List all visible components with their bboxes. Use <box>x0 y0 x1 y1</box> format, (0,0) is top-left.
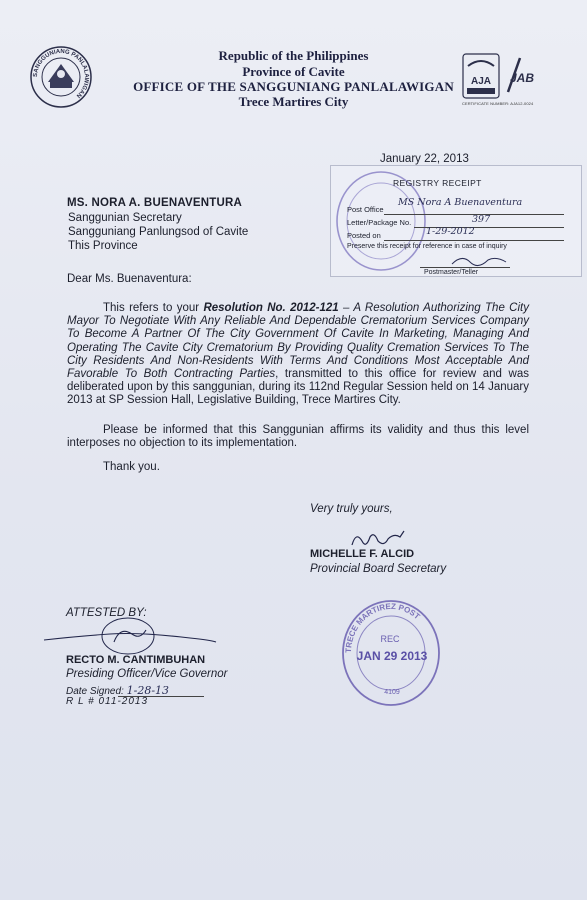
header-office-text: OFFICE OF THE SANGGUNIANG PANLALAWIGAN <box>133 79 454 94</box>
receipt-posted-value: 1-29-2012 <box>426 226 475 237</box>
cert-jab-logo-text: JAB <box>509 71 535 85</box>
thanks-text: Thank you. <box>103 461 160 473</box>
receipt-title-text: REGISTRY RECEIPT <box>393 178 482 188</box>
stamp-number-text: 4109 <box>384 689 400 696</box>
p1-intro: This refers to your <box>103 302 204 314</box>
addressee-line2-text: Sangguniang Panlungsod of Cavite <box>68 226 249 238</box>
signer-title-text: Provincial Board Secretary <box>310 563 447 575</box>
cert-aja-logo-text: AJA <box>470 76 492 87</box>
receipt-posted-line <box>384 240 564 241</box>
signer-name-text: MICHELLE F. ALCID <box>310 548 415 560</box>
stamp-rec-text: REC <box>380 634 400 644</box>
p1-rest: , transmitted to this office for review and was deliberated upon by this sanggunian, during its 112nd Regular Session held on 14 January 2013 at SP Session Hall, Legislative Building, Trece Martires City. <box>67 368 529 407</box>
receipt-post-office-value: MS Nora A Buenaventura <box>398 197 523 208</box>
salutation-text: Dear Ms. Buenaventura: <box>67 273 192 285</box>
attester-title-text: Presiding Officer/Vice Governor <box>66 668 228 680</box>
header-republic-text: Republic of the Philippines <box>218 48 369 63</box>
vice-governor-signature <box>40 612 220 660</box>
date-signed-label: Date Signed: <box>66 686 124 697</box>
p1-resolution-title: – A Resolution Authorizing The City Mayor To Negotiate With Any Reliable And Dependable Crematorium Services Company To Become A Partner Of The City Government Of Cavite In Marketing, Managing And Operating The Cavite City Crematorium By Providing Quality Cremation Services To The City Residents And Non-Residents With Terms And Conditions Most Acceptable And Favorable To Both Contracting Parties <box>67 302 529 381</box>
attester-name-text: RECTO M. CANTIMBUHAN <box>66 654 206 666</box>
receipt-letter-label: Letter/Package No. <box>347 218 412 227</box>
addressee-line3-text: This Province <box>68 240 138 252</box>
addressee-name-text: MS. NORA A. BUENAVENTURA <box>67 197 242 209</box>
postmaster-signature-mark <box>450 252 510 268</box>
svg-text:TRECE MARTIREZ POST <box>344 602 422 653</box>
certificate-number-text: CERTIFICATE NUMBER: AJA12-0024 <box>462 101 534 106</box>
addressee-line1-text: Sanggunian Secretary <box>68 212 182 224</box>
receipt-posted-label: Posted on <box>347 231 381 240</box>
body-paragraph-1 <box>67 302 529 408</box>
seal-ring-text: SANGGUNIANG PANLALAWIGAN <box>32 48 90 99</box>
rl-number-text: R L # 011-2013 <box>66 696 149 707</box>
stamp-arc-text: TRECE MARTIREZ POST <box>343 601 422 654</box>
receipt-letter-value: 397 <box>472 214 491 225</box>
header-city-text: Trece Martires City <box>238 94 349 109</box>
attested-by-label: ATTESTED BY: <box>66 607 147 619</box>
date-signed-value: 1-28-13 <box>126 684 170 697</box>
certification-logos <box>462 52 542 108</box>
p1-resolution-number: Resolution No. 2012-121 <box>203 302 339 314</box>
header-province-text: Province of Cavite <box>242 64 345 79</box>
receipt-postmaster-line <box>420 267 510 268</box>
receipt-postmaster-label: Postmaster/Teller <box>424 269 479 276</box>
letter-date-text: January 22, 2013 <box>380 153 469 165</box>
valediction-text: Very truly yours, <box>310 503 393 515</box>
stamp-date-text: JAN 29 2013 <box>356 649 428 663</box>
body-paragraph-2: Please be informed that this Sanggunian affirms its validity and thus this level interposes no objection to its implementation. <box>67 424 529 450</box>
post-office-received-stamp <box>340 598 442 708</box>
receipt-post-office-label: Post Office <box>347 205 384 214</box>
receipt-note-text: Preserve this receipt for reference in case of inquiry <box>347 243 507 250</box>
